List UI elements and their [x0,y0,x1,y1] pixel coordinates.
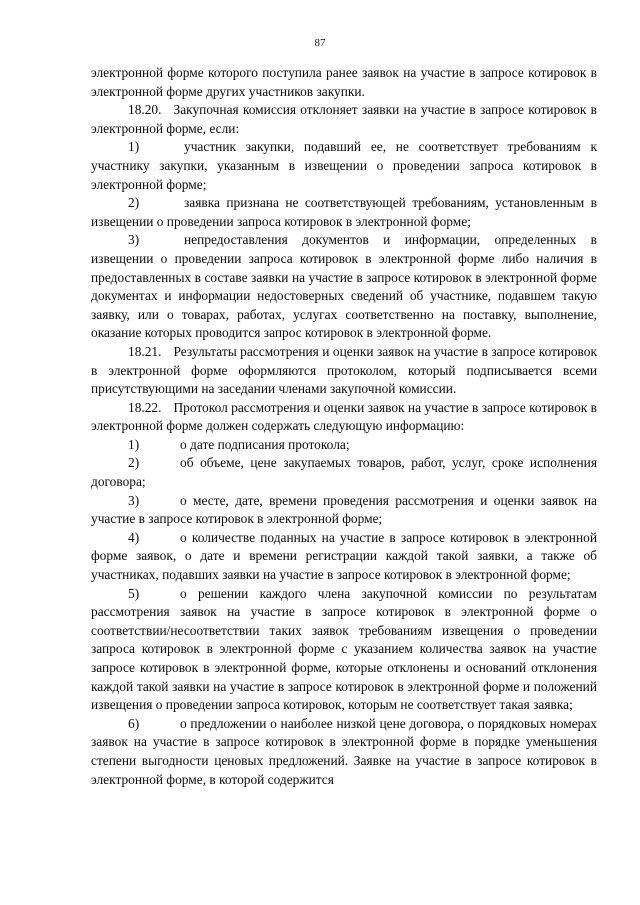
list-item [91,454,597,491]
list-item [91,138,597,194]
item-number: 6) [128,715,140,731]
clause-text: Результаты рассмотрения и оценки заявок на участие в запросе котировок в электронной форме оформляются протоколом, который подписывается всеми присутствующими на заседании членами закупочной комиссии. [91,343,597,397]
item-number: 2) [128,455,140,471]
clause-18-21 [91,343,597,399]
item-text: непредоставления документов и информации, определенных в извещении о проведении запроса котировок в электронной форме либо наличия в предоставленных в составе заявки на участие в запросе котировок в электронной форме документах и информации недостоверных сведений об участнике, подавшем такую заявку, или о товарах, работах, услугах соответственно на поставку, выполнение, оказание которых проводится запрос котировок в электронной форме. [91,232,597,341]
clause-text: Протокол рассмотрения и оценки заявок на участие в запросе котировок в электронной форме должен содержать следующую информацию: [91,399,597,434]
list-item [91,585,597,715]
document-body [91,64,597,789]
item-text: о дате подписания протокола; [180,436,350,452]
list-item [91,492,597,529]
item-number: 1) [128,139,140,155]
page-number: 87 [314,37,326,49]
list-item [91,715,597,789]
list-item [91,436,597,455]
item-text: о месте, дате, времени проведения рассмотрения и оценки заявок на участие в запросе котировок в электронной форме; [91,492,597,527]
clause-text: Закупочная комиссия отклоняет заявки на участие в запросе котировок в электронной форме, если: [91,102,597,136]
item-text: о количестве поданных на участие в запросе котировок в электронной форме заявок, о дате и времени регистрации каждой такой заявки, а также об участниках, подавших заявки на участие в запросе котировок в электронной форме; [91,529,597,583]
item-number: 3) [128,232,140,248]
clause-number: 18.20. [128,102,162,118]
clause-18-22 [91,399,597,436]
item-text: участник закупки, подавший ее, не соответствует требованиям к участнику закупки, указанным в извещении о проведении запроса котировок в электронной форме; [91,139,597,192]
clause-number: 18.21. [128,343,162,359]
list-item [91,231,597,343]
list-item [91,529,597,585]
item-number: 2) [128,195,140,211]
item-number: 3) [128,492,140,508]
paragraph-continuation [91,64,597,101]
item-text: о решении каждого члена закупочной комиссии по результатам рассмотрения заявок на участие в запросе котировок в электронной форме о соответствии/несоответствии таких заявок требованиям извещения о проведении запроса котировок в электронной форме с указанием количества заявок на участие запросе котировок в электронной форме, которые отклонены и оснований отклонения каждой такой заявки на участие в запросе котировок в электронной форме и положений извещения о проведении запроса котировок, которым не соответствует такая заявка; [91,585,597,713]
clause-number: 18.22. [128,399,162,415]
item-number: 5) [128,585,140,601]
item-text: заявка признана не соответствующей требованиям, установленным в извещении о проведении запроса котировок в электронной форме; [91,195,597,229]
list-item [91,194,597,231]
clause-18-20 [91,101,597,138]
item-text: о предложении о наиболее низкой цене договора, о порядковых номерах заявок на участие в запросе котировок в электронной форме в порядке уменьшения степени выгодности ценовых предложений. Заявке на участие в запросе котировок в электронной форме, в которой содержится [91,715,597,787]
paragraph-text: электронной форме которого поступила ранее заявок на участие в запросе котировок в электронной форме других участников закупки. [91,65,597,99]
item-text: об объеме, цене закупаемых товаров, работ, услуг, сроке исполнения договора; [91,455,597,490]
item-number: 4) [128,529,140,545]
item-number: 1) [128,436,140,452]
